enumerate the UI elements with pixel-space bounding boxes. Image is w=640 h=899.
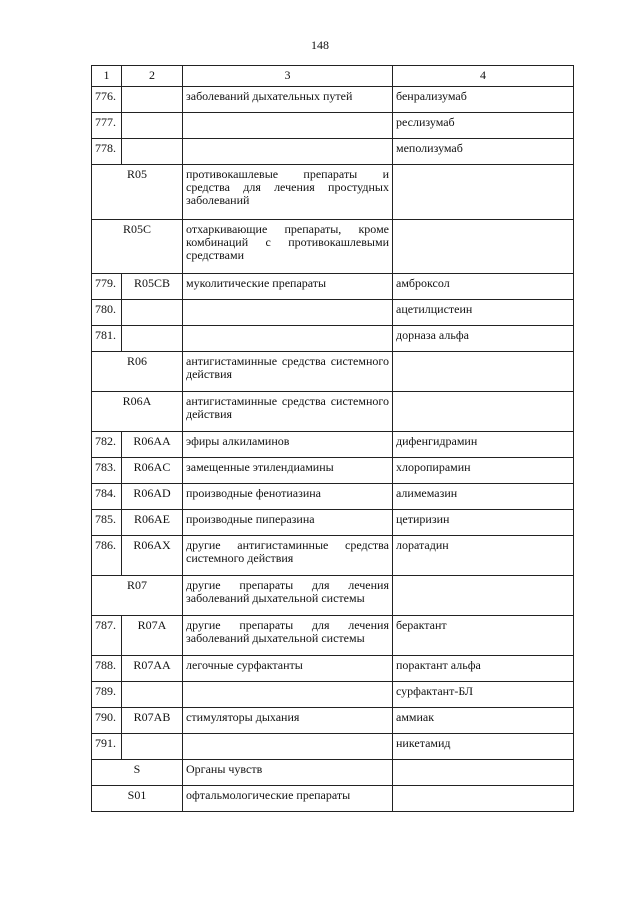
table-row: [92, 87, 574, 113]
atc-description: заболеваний дыхательных путей: [183, 87, 393, 113]
drug-name: цетиризин: [393, 510, 574, 536]
group-row: [92, 165, 574, 220]
header-col-3: 3: [183, 66, 393, 87]
group-description: антигистаминные средства системного действия: [183, 392, 393, 432]
row-number: 777.: [92, 113, 122, 139]
atc-code: R06AA: [122, 432, 183, 458]
atc-code: R07A: [122, 616, 183, 656]
drug-name: берактант: [393, 616, 574, 656]
drug-name: ацетилцистеин: [393, 300, 574, 326]
group-row: [92, 220, 574, 274]
atc-code: [122, 113, 183, 139]
drug-name: [393, 392, 574, 432]
drug-name: меполизумаб: [393, 139, 574, 165]
group-row: [92, 352, 574, 392]
atc-description: [183, 139, 393, 165]
drug-name: алимемазин: [393, 484, 574, 510]
atc-description: [183, 300, 393, 326]
atc-code: [122, 300, 183, 326]
drug-name: аммиак: [393, 708, 574, 734]
table-row: [92, 536, 574, 576]
table-header-row: [92, 66, 574, 87]
atc-description: эфиры алкиламинов: [183, 432, 393, 458]
group-description: противокашлевые препараты и средства для лечения простудных заболеваний: [183, 165, 393, 220]
row-number: 787.: [92, 616, 122, 656]
group-row: [92, 786, 574, 812]
group-description: другие препараты для лечения заболеваний дыхательной системы: [183, 576, 393, 616]
row-number: 784.: [92, 484, 122, 510]
atc-description: [183, 113, 393, 139]
atc-code: R06AC: [122, 458, 183, 484]
atc-code: [122, 87, 183, 113]
drug-name: [393, 576, 574, 616]
drug-name: [393, 352, 574, 392]
table-row: [92, 682, 574, 708]
table-row: [92, 510, 574, 536]
atc-description: муколитические препараты: [183, 274, 393, 300]
medication-table: [91, 65, 574, 812]
drug-name: амброксол: [393, 274, 574, 300]
table-row: [92, 300, 574, 326]
group-row: [92, 760, 574, 786]
table-row: [92, 139, 574, 165]
group-code: S: [92, 760, 183, 786]
drug-name: хлоропирамин: [393, 458, 574, 484]
row-number: 781.: [92, 326, 122, 352]
atc-description: стимуляторы дыхания: [183, 708, 393, 734]
atc-description: другие антигистаминные средства системного действия: [183, 536, 393, 576]
drug-name: дорназа альфа: [393, 326, 574, 352]
drug-name: [393, 220, 574, 274]
group-row: [92, 576, 574, 616]
group-code: R06A: [92, 392, 183, 432]
atc-code: R06AE: [122, 510, 183, 536]
row-number: 776.: [92, 87, 122, 113]
group-description: антигистаминные средства системного действия: [183, 352, 393, 392]
group-description: офтальмологические препараты: [183, 786, 393, 812]
atc-description: [183, 734, 393, 760]
drug-name: реслизумаб: [393, 113, 574, 139]
table-row: [92, 274, 574, 300]
group-row: [92, 392, 574, 432]
group-code: S01: [92, 786, 183, 812]
row-number: 783.: [92, 458, 122, 484]
drug-name: порактант альфа: [393, 656, 574, 682]
page-number: 148: [311, 38, 329, 52]
table-row: [92, 484, 574, 510]
group-code: R07: [92, 576, 183, 616]
header-col-1: 1: [92, 66, 122, 87]
table-row: [92, 458, 574, 484]
row-number: 786.: [92, 536, 122, 576]
row-number: 782.: [92, 432, 122, 458]
drug-name: никетамид: [393, 734, 574, 760]
table-row: [92, 734, 574, 760]
atc-code: [122, 139, 183, 165]
drug-name: [393, 165, 574, 220]
group-code: R05C: [92, 220, 183, 274]
drug-name: лоратадин: [393, 536, 574, 576]
atc-code: R05CB: [122, 274, 183, 300]
row-number: 790.: [92, 708, 122, 734]
group-code: R06: [92, 352, 183, 392]
atc-description: [183, 682, 393, 708]
table-row: [92, 616, 574, 656]
table-row: [92, 432, 574, 458]
row-number: 791.: [92, 734, 122, 760]
atc-description: другие препараты для лечения заболеваний дыхательной системы: [183, 616, 393, 656]
drug-name: сурфактант-БЛ: [393, 682, 574, 708]
table-row: [92, 656, 574, 682]
atc-code: [122, 734, 183, 760]
row-number: 779.: [92, 274, 122, 300]
atc-code: R07AA: [122, 656, 183, 682]
atc-description: замещенные этилендиамины: [183, 458, 393, 484]
atc-code: [122, 682, 183, 708]
atc-description: легочные сурфактанты: [183, 656, 393, 682]
atc-description: производные пиперазина: [183, 510, 393, 536]
drug-name: [393, 760, 574, 786]
table-row: [92, 326, 574, 352]
atc-code: R07AB: [122, 708, 183, 734]
atc-description: [183, 326, 393, 352]
header-col-4: 4: [393, 66, 574, 87]
row-number: 785.: [92, 510, 122, 536]
group-description: Органы чувств: [183, 760, 393, 786]
row-number: 778.: [92, 139, 122, 165]
group-description: отхаркивающие препараты, кроме комбинаций с противокашлевыми средствами: [183, 220, 393, 274]
row-number: 780.: [92, 300, 122, 326]
header-col-2: 2: [122, 66, 183, 87]
table-row: [92, 113, 574, 139]
atc-code: [122, 326, 183, 352]
row-number: 789.: [92, 682, 122, 708]
drug-name: бенрализумаб: [393, 87, 574, 113]
drug-name: [393, 786, 574, 812]
atc-code: R06AX: [122, 536, 183, 576]
drug-name: дифенгидрамин: [393, 432, 574, 458]
group-code: R05: [92, 165, 183, 220]
atc-description: производные фенотиазина: [183, 484, 393, 510]
row-number: 788.: [92, 656, 122, 682]
atc-code: R06AD: [122, 484, 183, 510]
table-row: [92, 708, 574, 734]
